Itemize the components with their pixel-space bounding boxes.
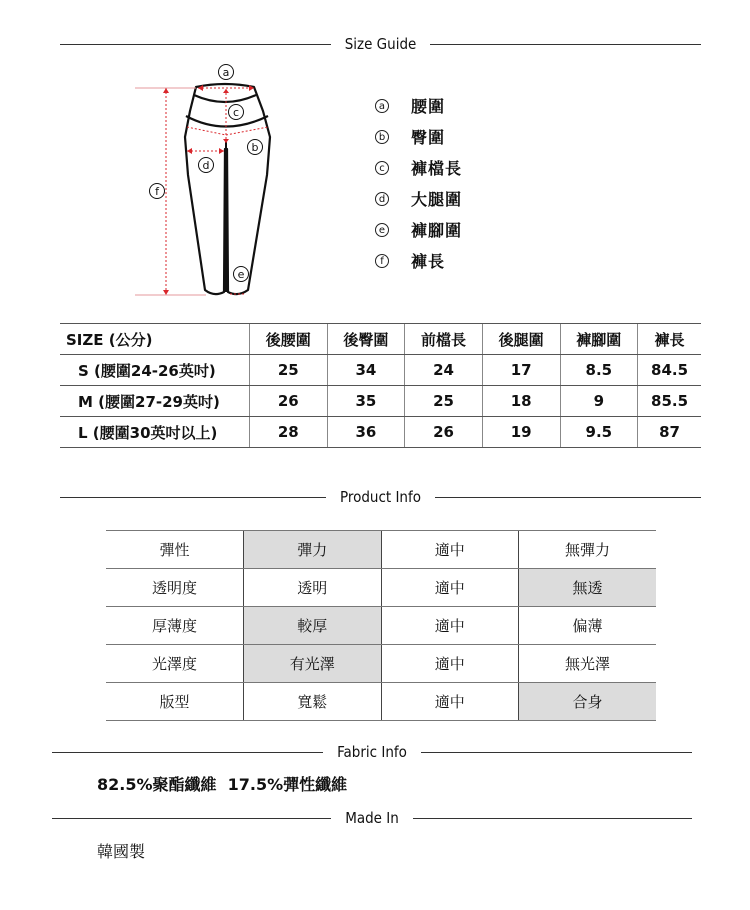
table-row (106, 683, 656, 721)
attribute-option: 透明 (244, 569, 382, 607)
svg-text:e: e (237, 268, 245, 281)
legend-item (375, 90, 462, 121)
divider (60, 497, 326, 498)
legend-label: 褲檔長 (411, 159, 463, 178)
marker-d (199, 158, 214, 173)
table-cell: 8.5 (560, 355, 638, 386)
size-label: L (腰圍30英吋以上) (60, 417, 250, 448)
table-row (106, 531, 656, 569)
svg-text:a: a (222, 66, 230, 79)
legend-label: 大腿圍 (411, 190, 463, 209)
attribute-option-selected: 有光澤 (244, 645, 382, 683)
legend-marker: a (375, 99, 389, 113)
attribute-option: 適中 (381, 569, 519, 607)
table-cell: 9.5 (560, 417, 638, 448)
section-heading-size-guide (60, 34, 701, 54)
product-attributes-table (106, 530, 656, 721)
table-cell: 25 (250, 355, 328, 386)
attribute-label: 版型 (106, 683, 244, 721)
section-heading-made-in (52, 808, 692, 828)
divider (60, 44, 331, 45)
table-cell: 35 (327, 386, 405, 417)
table-row (60, 355, 701, 386)
marker-a (219, 65, 234, 80)
attribute-option-selected: 彈力 (244, 531, 382, 569)
svg-text:d: d (202, 159, 210, 172)
legend-item (375, 121, 462, 152)
measurement-legend (375, 90, 462, 276)
column-header: 前檔長 (405, 324, 483, 355)
column-header: SIZE (公分) (60, 324, 250, 355)
table-cell: 36 (327, 417, 405, 448)
table-row (106, 645, 656, 683)
table-cell: 19 (482, 417, 560, 448)
legend-marker: c (375, 161, 389, 175)
heading-label: Size Guide (344, 35, 417, 53)
table-cell: 26 (250, 386, 328, 417)
table-cell: 34 (327, 355, 405, 386)
fabric-composition: 82.5%聚酯纖維 17.5%彈性纖維 (97, 775, 348, 794)
attribute-option-selected: 較厚 (244, 607, 382, 645)
legend-marker: d (375, 192, 389, 206)
column-header: 褲長 (638, 324, 701, 355)
legend-label: 腰圍 (411, 97, 446, 116)
size-table-header-row (60, 324, 701, 355)
marker-e (234, 267, 249, 282)
legend-label: 臀圍 (411, 128, 446, 147)
column-header: 褲腳圍 (560, 324, 638, 355)
marker-f (150, 184, 165, 199)
heading-label: Product Info (340, 488, 421, 506)
table-cell: 9 (560, 386, 638, 417)
pants-measurement-diagram (130, 55, 290, 305)
legend-label: 褲腳圍 (411, 221, 463, 240)
legend-label: 褲長 (411, 252, 446, 271)
attribute-label: 彈性 (106, 531, 244, 569)
attribute-option: 適中 (381, 683, 519, 721)
section-heading-product-info (60, 487, 701, 507)
country-of-origin: 韓國製 (97, 842, 146, 861)
table-cell: 17 (482, 355, 560, 386)
heading-label: Fabric Info (337, 743, 407, 761)
table-row (60, 386, 701, 417)
pants-outline (185, 84, 270, 294)
legend-marker: e (375, 223, 389, 237)
attribute-label: 厚薄度 (106, 607, 244, 645)
attribute-label: 光澤度 (106, 645, 244, 683)
svg-text:b: b (251, 141, 259, 154)
table-cell: 18 (482, 386, 560, 417)
attribute-option: 無彈力 (519, 531, 657, 569)
size-table (60, 323, 701, 448)
legend-item (375, 214, 462, 245)
divider (435, 497, 701, 498)
attribute-option-selected: 無透 (519, 569, 657, 607)
section-heading-fabric-info (52, 742, 692, 762)
legend-item (375, 152, 462, 183)
table-cell: 26 (405, 417, 483, 448)
attribute-option: 適中 (381, 531, 519, 569)
divider (52, 752, 323, 753)
legend-marker: b (375, 130, 389, 144)
column-header: 後臀圍 (327, 324, 405, 355)
attribute-option: 無光澤 (519, 645, 657, 683)
table-cell: 24 (405, 355, 483, 386)
attribute-option: 適中 (381, 607, 519, 645)
attribute-label: 透明度 (106, 569, 244, 607)
divider (430, 44, 701, 45)
svg-text:f: f (155, 185, 159, 198)
table-cell: 85.5 (638, 386, 701, 417)
legend-item (375, 183, 462, 214)
table-row (106, 569, 656, 607)
heading-label: Made In (345, 809, 399, 827)
table-cell: 28 (250, 417, 328, 448)
divider (413, 818, 692, 819)
table-cell: 84.5 (638, 355, 701, 386)
marker-c (229, 105, 244, 120)
legend-item (375, 245, 462, 276)
table-row (106, 607, 656, 645)
table-cell: 25 (405, 386, 483, 417)
legend-marker: f (375, 254, 389, 268)
table-row (60, 417, 701, 448)
attribute-option: 寬鬆 (244, 683, 382, 721)
attribute-option: 適中 (381, 645, 519, 683)
column-header: 後腰圍 (250, 324, 328, 355)
table-cell: 87 (638, 417, 701, 448)
svg-text:c: c (232, 106, 240, 119)
size-label: M (腰圍27-29英吋) (60, 386, 250, 417)
marker-b (248, 140, 263, 155)
divider (421, 752, 692, 753)
size-label: S (腰圍24-26英吋) (60, 355, 250, 386)
attribute-option-selected: 合身 (519, 683, 657, 721)
attribute-option: 偏薄 (519, 607, 657, 645)
column-header: 後腿圍 (482, 324, 560, 355)
divider (52, 818, 331, 819)
